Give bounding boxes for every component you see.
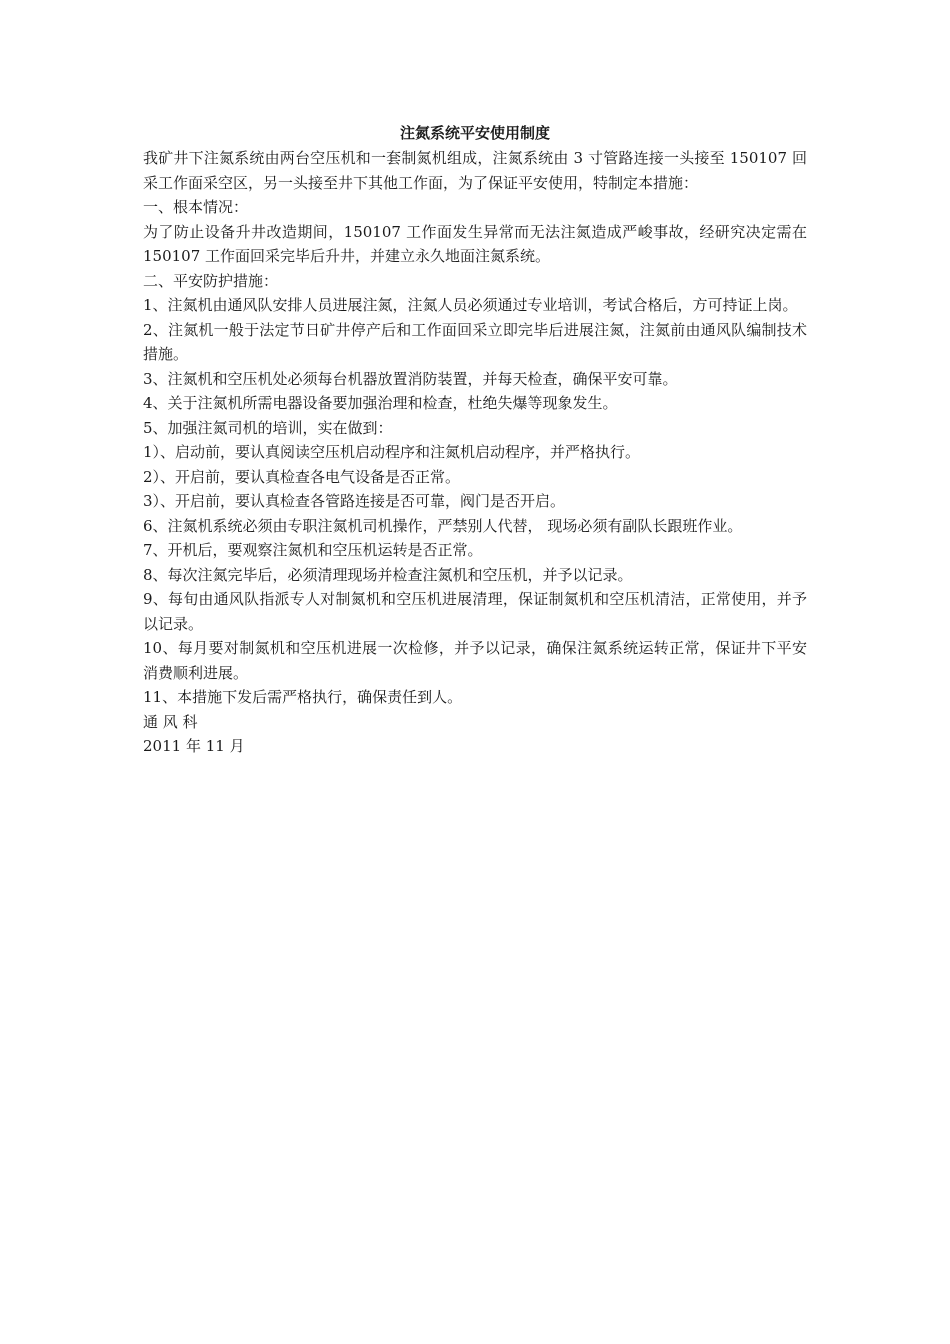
measure-item-11: 11、本措施下发后需严格执行，确保责任到人。 (143, 688, 463, 706)
sub-item-3: 3）、开启前，要认真检查各管路连接是否可靠，阀门是否开启。 (143, 492, 566, 510)
measure-item-1: 1、注氮机由通风队安排人员进展注氮，注氮人员必须通过专业培训，考试合格后，方可持证上岗。 (143, 296, 798, 314)
heading-basic-situation: 一、根本情况： (143, 198, 249, 216)
signature-date: 2011 年 11 月 (143, 737, 245, 755)
measure-item-8: 8、每次注氮完毕后，必须清理现场并检查注氮机和空压机，并予以记录。 (143, 565, 633, 584)
measure-item-7: 7、开机后，要观察注氮机和空压机运转是否正常。 (143, 541, 483, 559)
measure-item-9: 9、每旬由通风队指派专人对制氮机和空压机进展清理，保证制氮机和空压机清洁，正常使用，并予以记录。 (143, 590, 807, 633)
heading-safety-measures: 二、平安防护措施： (143, 271, 279, 290)
measure-item-6: 6、注氮机系统必须由专职注氮机司机操作，严禁别人代替， 现场必须有副队长跟班作业。 (143, 516, 743, 535)
document-page (143, 122, 807, 759)
signature-department: 通 风 科 (143, 712, 198, 731)
sub-item-1: 1）、启动前，要认真阅读空压机启动程序和注氮机启动程序，并严格执行。 (143, 443, 641, 461)
document-title: 注氮系统平安使用制度 (399, 124, 550, 142)
measure-item-10: 10、每月要对制氮机和空压机进展一次检修，并予以记录，确保注氮系统运转正常，保证井下平安消费顺利进展。 (143, 639, 807, 682)
measure-item-3: 3、注氮机和空压机处必须每台机器放置消防装置，并每天检查，确保平安可靠。 (143, 369, 678, 388)
measure-item-2: 2、注氮机一般于法定节日矿井停产后和工作面回采立即完毕后进展注氮，注氮前由通风队编制技术措施。 (143, 320, 807, 363)
measure-item-4: 4、关于注氮机所需电器设备要加强治理和检查，杜绝失爆等现象发生。 (143, 394, 618, 412)
paragraph-basic-situation: 为了防止设备升井改造期间，150107 工作面发生异常而无法注氮造成严峻事故，经研究决定需在 150107 工作面回采完毕后升井，并建立永久地面注氮系统。 (143, 222, 807, 265)
paragraph-intro: 我矿井下注氮系统由两台空压机和一套制氮机组成，注氮系统由 3 寸管路连接一头接至 150107 回采工作面采空区，另一头接至井下其他工作面，为了保证平安使用，特制定本措施： (143, 149, 807, 192)
measure-item-5: 5、加强注氮司机的培训，实在做到： (143, 418, 393, 437)
sub-item-2: 2）、开启前，要认真检查各电气设备是否正常。 (143, 467, 461, 486)
